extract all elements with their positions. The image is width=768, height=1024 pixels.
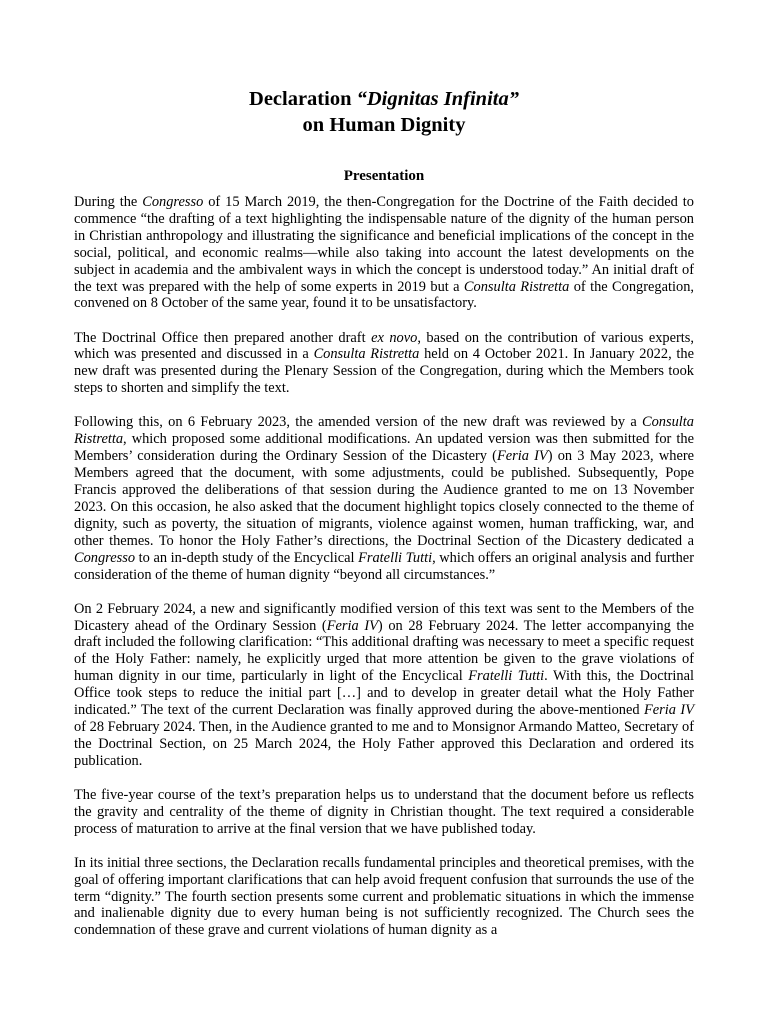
paragraph-text: . With this, the Doctrinal Office took steps to reduce the initial part […] and to develop in greater detail what the Holy Father indicated.” The text of the current Declaration was finally approved during the above-mentioned bbox=[74, 668, 694, 719]
body-text bbox=[74, 194, 694, 956]
italic-term: Consulta Ristretta bbox=[74, 414, 694, 448]
body-paragraph bbox=[74, 194, 694, 312]
paragraph-text: of the Congregation, convened on 8 October of the same year, found it to be unsatisfactory. bbox=[74, 278, 694, 312]
paragraph-text: In its initial three sections, the Declaration recalls fundamental principles and theoretical premises, with the goal of offering important clarifications that can help avoid frequent confusion that surrounds the use of the term “dignity.” The fourth section presents some current and problematic situations in which the immense and inalienable dignity due to every human being is not sufficiently recognized. The Church sees the condemnation of these grave and current violations of human dignity as a bbox=[74, 854, 694, 939]
paragraph-text: to an in-depth study of the Encyclical bbox=[135, 549, 359, 566]
body-paragraph bbox=[74, 787, 694, 838]
paragraph-text: , which offers an original analysis and further consideration of the theme of human dignity “beyond all circumstances.” bbox=[74, 549, 694, 583]
section-heading: Presentation bbox=[343, 168, 425, 184]
paragraph-text: of 28 February 2024. Then, in the Audience granted to me and to Monsignor Armando Matteo, Secretary of the Doctrinal Section, on 25 March 2024, the Holy Father approved this Declaration and ordered its publication. bbox=[74, 718, 694, 769]
paragraph-text: , based on the contribution of various experts, which was presented and discussed in a bbox=[74, 329, 694, 363]
title-line-2: on Human Dignity bbox=[302, 114, 466, 136]
paragraph-text: The five-year course of the text’s preparation helps us to understand that the document before us reflects the gravity and centrality of the theme of dignity in Christian thought. The text required a considerable process of maturation to arrive at the final version that we have published today. bbox=[74, 786, 694, 837]
body-paragraph bbox=[74, 330, 694, 398]
italic-term: Consulta Ristretta bbox=[313, 346, 420, 363]
italic-term: Feria IV bbox=[326, 617, 378, 634]
title-prefix: Declaration bbox=[249, 88, 357, 110]
paragraph-text: of 15 March 2019, the then-Congregation for the Doctrine of the Faith decided to commence “the drafting of a text highlighting the indispensable nature of the dignity of the human person in Christian anthropology and illustrating the significance and beneficial implications of the concept in the social, political, and economic realms—while also taking into account the latest developments on the subject in academia and the ambivalent ways in which the concept is understood today.” An initial draft of the text was prepared with the help of some experts in 2019 but a bbox=[74, 194, 694, 295]
paragraph-text: , which proposed some additional modifications. An updated version was then submitted for the Members’ consideration during the Ordinary Session of the Dicastery ( bbox=[74, 431, 694, 465]
italic-term: Feria IV bbox=[644, 702, 694, 719]
paragraph-text: The Doctrinal Office then prepared another draft bbox=[74, 329, 372, 346]
italic-term: Consulta Ristretta bbox=[463, 278, 570, 295]
body-paragraph bbox=[74, 414, 694, 583]
paragraph-text: ) on 28 February 2024. The letter accompanying the draft included the following clarification: “This additional drafting was necessary to meet a specific request of the Holy Father: namely, he explicitly urged that more attention be given to the grave violations of human dignity in our time, particularly in light of the Encyclical bbox=[74, 617, 694, 685]
title-line-1 bbox=[0, 86, 768, 112]
paragraph-text: held on 4 October 2021. In January 2022, the new draft was presented during the Plenary Session of the Congregation, during which the Members took steps to shorten and simplify the text. bbox=[74, 346, 695, 397]
body-paragraph bbox=[74, 855, 694, 940]
body-paragraph bbox=[74, 601, 694, 770]
italic-term: Congresso bbox=[142, 194, 204, 210]
title-italic-name: “Dignitas Infinita” bbox=[356, 88, 519, 110]
paragraph-text: ) on 3 May 2023, where Members agreed that the document, with some adjustments, could be published. Subsequently, Pope Francis approved the deliberations of that session during the Audience granted to me on 13 November 2023. On this occasion, he also asked that the document highlight topics closely connected to the theme of dignity, such as poverty, the situation of migrants, violence against women, human trafficking, war, and other themes. To honor the Holy Father’s directions, the Doctrinal Section of the Dicastery dedicated a bbox=[74, 448, 695, 549]
italic-term: ex novo bbox=[371, 329, 418, 346]
paragraph-text: During the bbox=[74, 194, 143, 210]
italic-term: Feria IV bbox=[496, 448, 548, 465]
italic-term: Fratelli Tutti bbox=[358, 549, 433, 566]
paragraph-text: Following this, on 6 February 2023, the amended version of the new draft was reviewed by a bbox=[74, 414, 643, 431]
italic-term: Congresso bbox=[74, 549, 136, 566]
italic-term: Fratelli Tutti bbox=[468, 668, 545, 685]
document-title bbox=[0, 86, 768, 138]
paragraph-text: On 2 February 2024, a new and significantly modified version of this text was sent to the Members of the Dicastery ahead of the Ordinary Session ( bbox=[74, 600, 694, 634]
